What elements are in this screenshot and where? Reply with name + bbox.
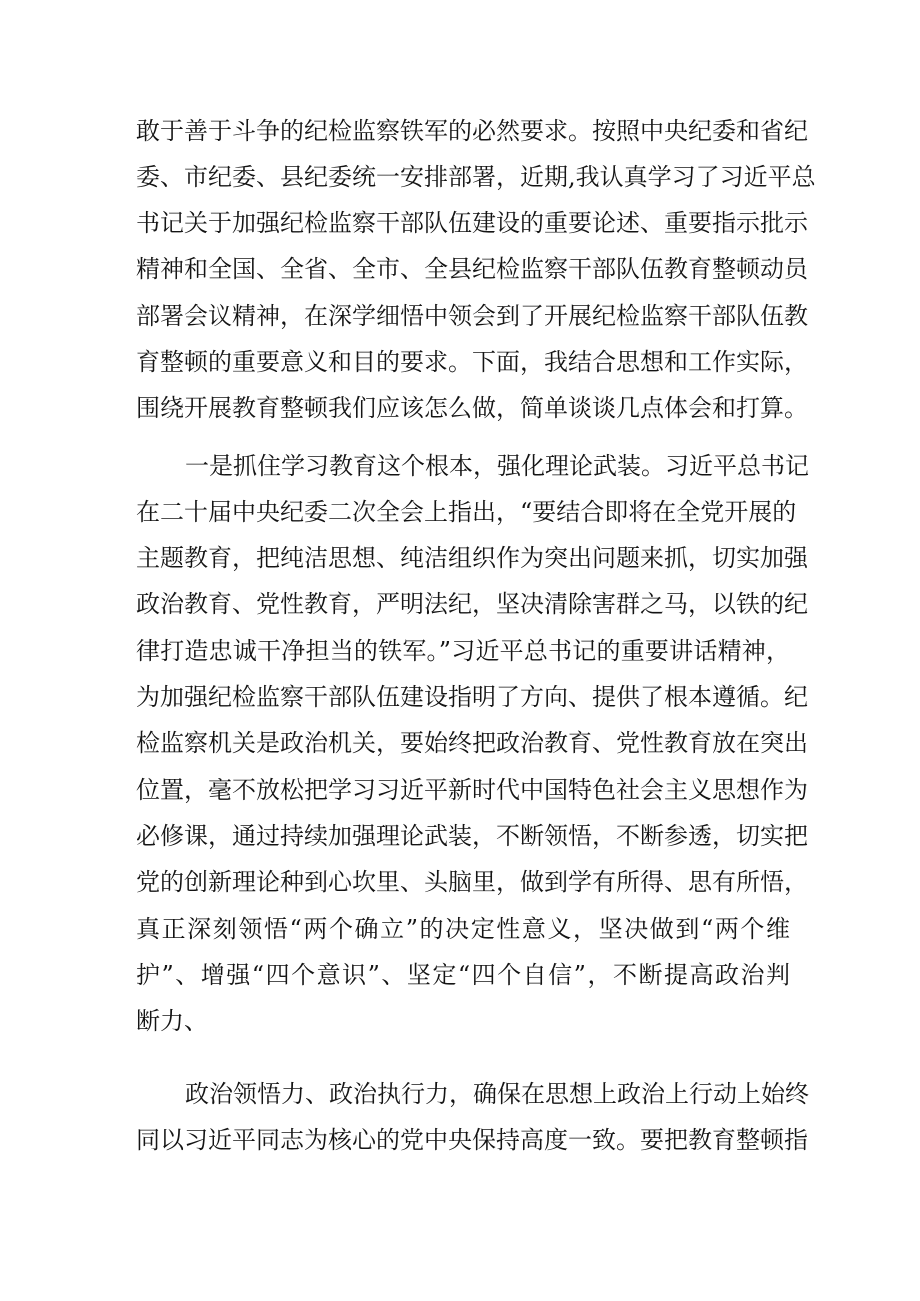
body-text-line: 精神和全国、全省、全市、全县纪检监察干部队伍教育整顿动员 (136, 255, 808, 283)
body-text-line: 在二十届中央纪委二次全会上指出，“要结合即将在全党开展的 (136, 498, 797, 526)
body-text-line: 律打造忠诚干净担当的铁军。”习近平总书记的重要讲话精神， (136, 637, 790, 665)
body-text-line: 书记关于加强纪检监察干部队伍建设的重要论述、重要指示批示 (136, 209, 808, 237)
body-text-line: 党的创新理论种到心坎里、头脑里，做到学有所得、思有所悟， (136, 868, 808, 896)
body-text-line: 委、市纪委、县纪委统一安排部署，近期,我认真学习了习近平总 (136, 163, 816, 191)
body-text-line: 为加强纪检监察干部队伍建设指明了方向、提供了根本遵循。纪 (136, 683, 808, 711)
paragraph-first-line: 政治领悟力、政治执行力，确保在思想上政治上行动上始终 (185, 1080, 809, 1108)
body-text-line: 必修课，通过持续加强理论武装，不断领悟，不断参透，切实把 (136, 822, 808, 850)
paragraph-first-line: 一是抓住学习教育这个根本，强化理论武装。习近平总书记 (185, 452, 809, 480)
body-text-line: 部署会议精神，在深学细悟中领会到了开展纪检监察干部队伍教 (136, 302, 808, 330)
body-text-line: 真正深刻领悟“两个确立”的决定性意义，坚决做到“两个维 (136, 915, 790, 943)
body-text-line: 同以习近平同志为核心的党中央保持高度一致。要把教育整顿指 (136, 1126, 808, 1154)
body-text-line: 围绕开展教育整顿我们应该怎么做，简单谈谈几点体会和打算。 (136, 394, 808, 422)
body-text-line: 护”、增强“四个意识”、坚定“四个自信”，不断提高政治判 (136, 961, 790, 989)
body-text-line: 育整顿的重要意义和目的要求。下面，我结合思想和工作实际， (136, 348, 808, 376)
body-text-line: 检监察机关是政治机关，要始终把政治教育、党性教育放在突出 (136, 729, 808, 757)
body-text-line: 敢于善于斗争的纪检监察铁军的必然要求。按照中央纪委和省纪 (136, 117, 808, 145)
body-text-line: 政治教育、党性教育，严明法纪，坚决清除害群之马，以铁的纪 (136, 590, 808, 618)
body-text-line: 位置，毫不放松把学习习近平新时代中国特色社会主义思想作为 (136, 776, 808, 804)
body-text-line: 断力、 (136, 1007, 208, 1035)
body-text-line: 主题教育，把纯洁思想、纯洁组织作为突出问题来抓，切实加强 (136, 544, 808, 572)
